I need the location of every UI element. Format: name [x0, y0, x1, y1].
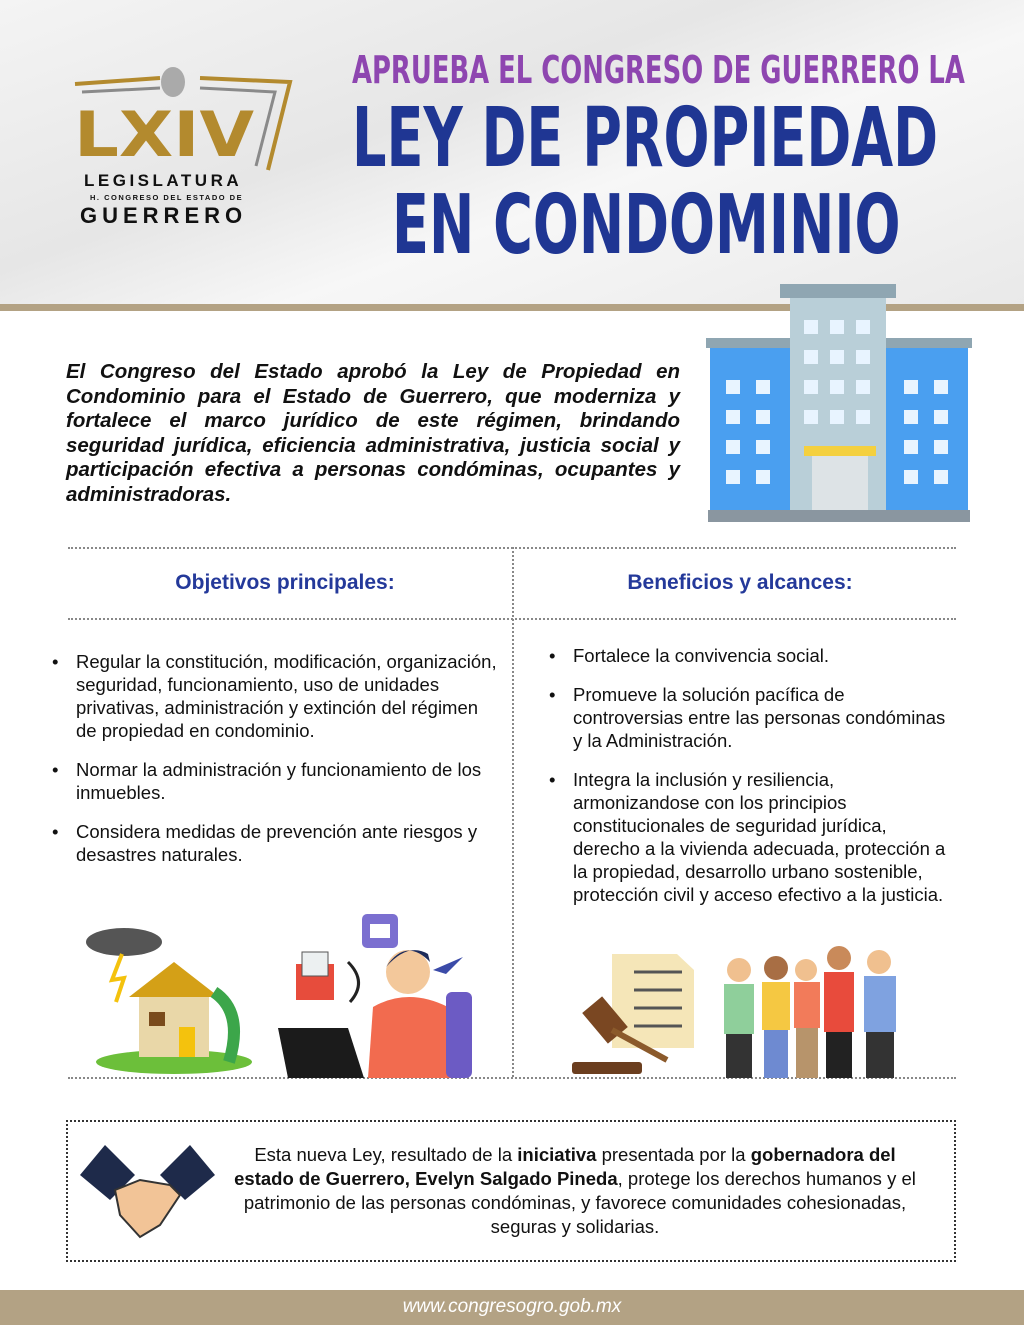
beneficios-heading: Beneficios y alcances: — [627, 571, 853, 594]
list-item: • Integra la inclusión y resiliencia, armonizandose con los principios constitucionales de seguridad jurídica, derecho a la vivienda adecuada, protección a la propiedad, desarrollo urbano sostenible, protección civil y acceso efectivo a la justicia. — [573, 768, 958, 906]
gavel-document-illustration — [572, 950, 697, 1076]
logo-guerrero: GUERRERO — [80, 203, 248, 228]
beneficios-list — [573, 644, 958, 922]
list-item: • Promueve la solución pacífica de controversias entre las personas condóminas y la Administración. — [573, 683, 958, 752]
storm-house-illustration — [84, 922, 254, 1078]
building-illustration — [706, 284, 972, 524]
objetivos-heading: Objetivos principales: — [175, 571, 395, 594]
logo-numeral: LXIV — [74, 98, 255, 171]
website-link[interactable]: www.congresogro.gob.mx — [402, 1296, 622, 1317]
legislatura-logo — [70, 62, 300, 232]
column-divider — [512, 547, 514, 1077]
page-title-line2: EN CONDOMINIO — [392, 178, 901, 273]
objetivos-list — [76, 650, 501, 882]
header-kicker: APRUEBA EL CONGRESO DE GUERRERO LA — [352, 48, 965, 92]
handshake-icon — [80, 1145, 215, 1240]
list-item: • Fortalece la convivencia social. — [573, 644, 958, 667]
closing-text: Esta nueva Ley, resultado de la iniciativa presentada por la gobernadora del estado de Guerrero, Evelyn Salgado Pineda, protege los derechos humanos y el patrimonio de las personas condóminas, y favorece comunidades cohesionadas, seguras y solidarias. — [234, 1144, 916, 1237]
people-group-illustration — [704, 940, 926, 1078]
logo-congreso: H. CONGRESO DEL ESTADO DE — [90, 193, 244, 202]
office-worker-illustration — [278, 912, 488, 1078]
list-item: • Regular la constitución, modificación, organización, seguridad, funcionamiento, uso de unidades privativas, administración y extinción del régimen de propiedad en condominio. — [76, 650, 501, 742]
footer — [0, 1290, 1024, 1325]
logo-legislatura: LEGISLATURA — [84, 171, 243, 190]
list-item: • Normar la administración y funcionamiento de los inmuebles. — [76, 758, 501, 804]
list-item: • Considera medidas de prevención ante riesgos y desastres naturales. — [76, 820, 501, 866]
page-title-line1: LEY DE PROPIEDAD — [352, 91, 939, 186]
intro-paragraph: El Congreso del Estado aprobó la Ley de Propiedad en Condominio para el Estado de Guerrero, que moderniza y fortalece el marco jurídico de este régimen, brindando seguridad jurídica, eficiencia administrativa, justicia social y participación efectiva a personas condóminas, ocupantes y administradoras. — [66, 360, 680, 506]
